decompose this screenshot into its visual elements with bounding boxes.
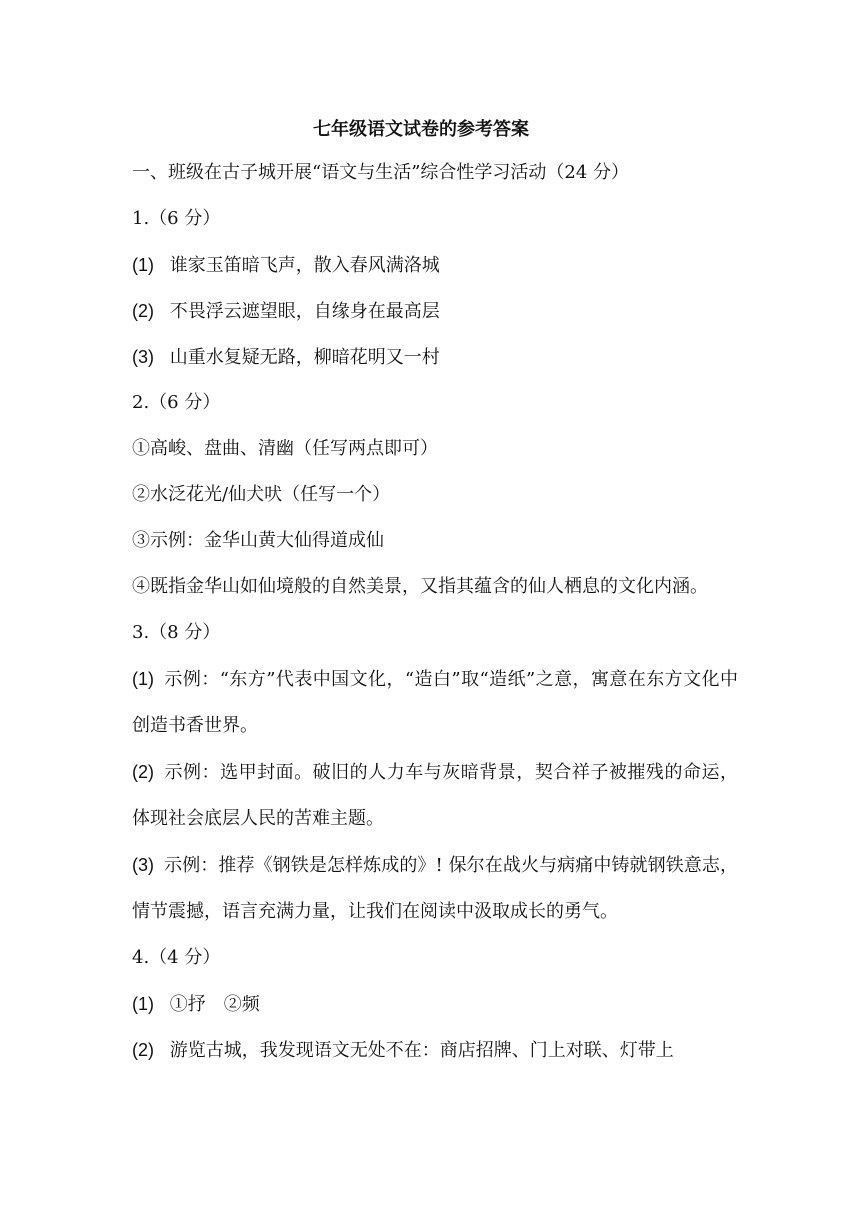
question-1-heading: 1.（6 分） [132, 208, 221, 229]
q1-answer-3-text: 山重水复疑无路，柳暗花明又一村 [169, 347, 440, 368]
q3-answer-3-label: (3) [132, 855, 154, 875]
q3-answer-3 [132, 842, 738, 935]
q1-answer-2 [132, 288, 738, 334]
document-content [132, 110, 738, 1073]
q4-answer-1-b: ②频 [223, 994, 260, 1015]
question-3-heading: 3.（8 分） [132, 622, 221, 643]
q2-answer-1: ①高峻、盘曲、清幽（任写两点即可） [132, 438, 438, 459]
q1-answer-3-label: (3) [132, 347, 154, 367]
q1-answer-2-label: (2) [132, 301, 154, 321]
q1-answer-1 [132, 242, 738, 288]
q3-answer-2-label: (2) [132, 762, 154, 782]
q1-answer-1-text: 谁家玉笛暗飞声，散入春风满洛城 [169, 255, 440, 276]
q2-answer-4: ④既指金华山如仙境般的自然美景，又指其蕴含的仙人栖息的文化内涵。 [132, 576, 708, 597]
page-title: 七年级语文试卷的参考答案 [313, 119, 529, 140]
q4-answer-2 [132, 1027, 738, 1073]
section-heading: 一、班级在古子城开展“语文与生活”综合性学习活动（24 分） [132, 162, 630, 183]
q1-answer-1-label: (1) [132, 255, 154, 275]
q4-answer-2-text: 游览古城，我发现语文无处不在：商店招牌、门上对联、灯带上 [169, 1040, 674, 1061]
q4-answer-1 [132, 981, 738, 1027]
q3-answer-2 [132, 749, 738, 842]
q2-answer-3: ③示例：金华山黄大仙得道成仙 [132, 530, 384, 551]
q3-answer-3-text: 示例：推荐《钢铁是怎样炼成的》! 保尔在战火与病痛中铸就钢铁意志，情节震撼，语言充满力量，让我们在阅读中汲取成长的勇气。 [132, 855, 738, 922]
q2-answer-2: ②水泛花光/仙犬吠（任写一个） [132, 484, 391, 505]
question-4-heading: 4.（4 分） [132, 947, 221, 968]
q4-answer-2-label: (2) [132, 1040, 154, 1060]
q4-answer-1-a: ①抒 [169, 994, 206, 1015]
q3-answer-2-text: 示例：选甲封面。破旧的人力车与灰暗背景，契合祥子被摧残的命运，体现社会底层人民的苦难主题。 [132, 762, 738, 829]
q1-answer-3 [132, 334, 738, 380]
q1-answer-2-text: 不畏浮云遮望眼，自缘身在最高层 [169, 301, 440, 322]
question-2-heading: 2.（6 分） [132, 392, 221, 413]
q3-answer-1-text: 示例：“东方”代表中国文化，“造白”取“造纸”之意，寓意在东方文化中创造书香世界。 [132, 669, 738, 736]
q3-answer-1-label: (1) [132, 669, 154, 689]
q4-answer-1-label: (1) [132, 994, 154, 1014]
q3-answer-1 [132, 656, 738, 749]
